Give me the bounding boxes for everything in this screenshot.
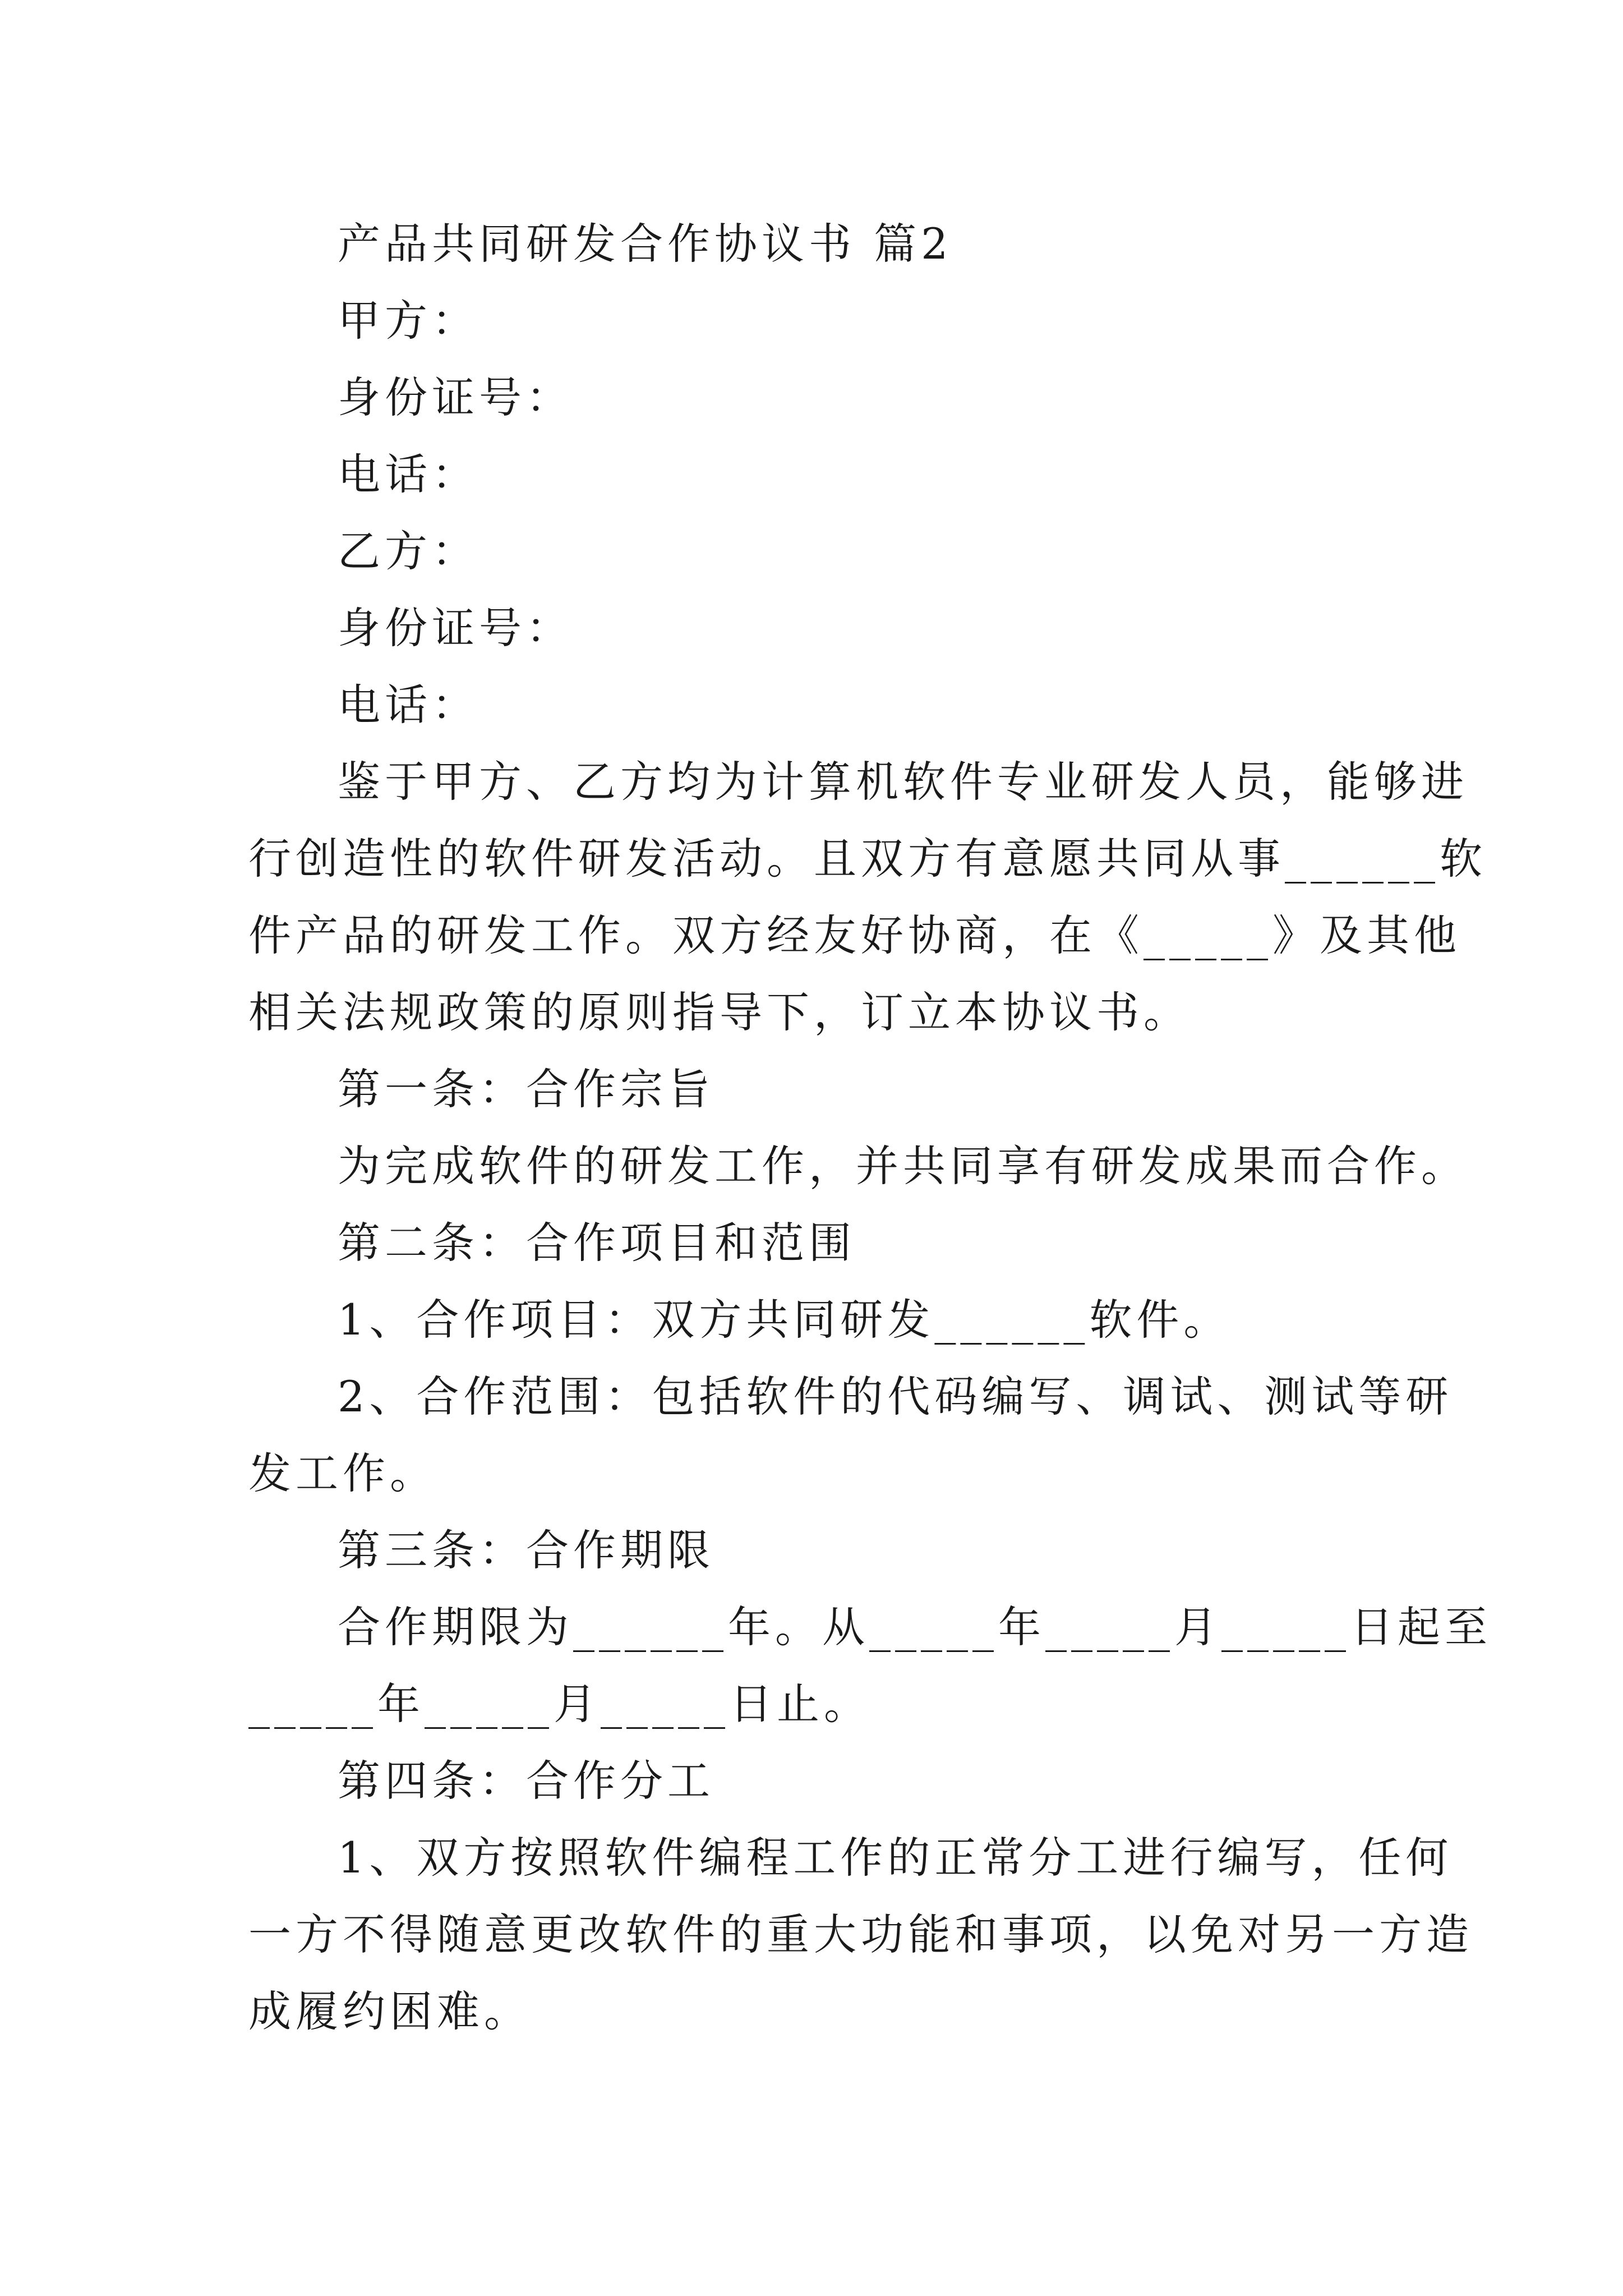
party-b-label: 乙方： (338, 526, 479, 576)
article-3-heading: 第三条：合作期限 (338, 1525, 714, 1575)
preamble-line-2: 行创造性的软件研发活动。且双方有意愿共同从事______软 (248, 834, 1487, 884)
party-a-label: 甲方： (338, 296, 479, 346)
article-1-heading: 第一条：合作宗旨 (338, 1064, 714, 1114)
article-2-item-2-line-1: 2、合作范围：包括软件的代码编写、调试、测试等研 (338, 1372, 1453, 1421)
article-1-body: 为完成软件的研发工作，并共同享有研发成果而合作。 (338, 1141, 1468, 1191)
article-4-item-1-line-1: 1、双方按照软件编程工作的正常分工进行编写，任何 (338, 1833, 1453, 1883)
party-b-phone-label: 电话： (338, 680, 479, 730)
article-4-heading: 第四条：合作分工 (338, 1756, 714, 1806)
party-a-id-label: 身份证号： (338, 372, 573, 422)
article-4-item-1-line-2: 一方不得随意更改软件的重大功能和事项，以免对另一方造 (248, 1910, 1473, 1959)
preamble-line-4: 相关法规政策的原则指导下，订立本协议书。 (248, 987, 1191, 1037)
preamble-line-1: 鉴于甲方、乙方均为计算机软件专业研发人员，能够进 (338, 757, 1468, 807)
article-2-item-1: 1、合作项目：双方共同研发______软件。 (338, 1295, 1231, 1345)
article-3-body-line-2: _____年_____月_____日止。 (248, 1679, 871, 1729)
document-title: 产品共同研发合作协议书 篇2 (338, 219, 953, 269)
article-2-heading: 第二条：合作项目和范围 (338, 1218, 856, 1268)
preamble-line-3: 件产品的研发工作。双方经友好协商，在《_____》及其他 (248, 910, 1461, 960)
party-b-id-label: 身份证号： (338, 603, 573, 653)
article-2-item-2-line-2: 发工作。 (248, 1448, 437, 1498)
party-a-phone-label: 电话： (338, 449, 479, 499)
article-4-item-1-line-3: 成履约困难。 (248, 1986, 531, 2036)
article-3-body-line-1: 合作期限为______年。从_____年_____月_____日起至 (338, 1602, 1492, 1652)
